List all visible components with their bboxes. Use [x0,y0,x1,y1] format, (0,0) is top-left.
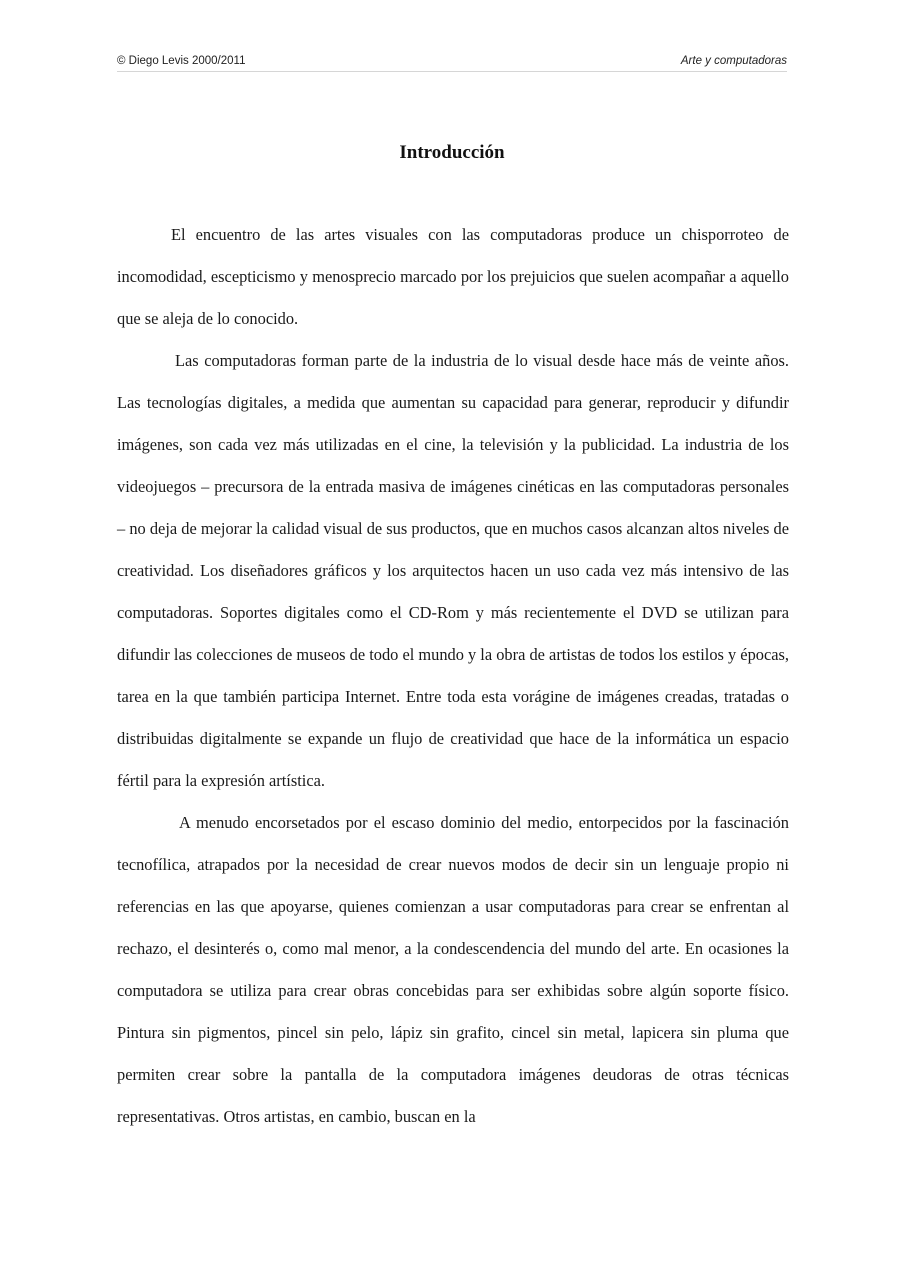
body-text [117,214,789,1138]
paragraph: A menudo encorsetados por el escaso dominio del medio, entorpecidos por la fascinación tecnofílica, atrapados por la necesidad de crear nuevos modos de decir sin un lenguaje propio ni referencias en las que apoyarse, quienes comienzan a usar computadoras para crear se enfrentan al rechazo, el desinterés o, como mal menor, a la condescendencia del mundo del arte. En ocasiones la computadora se utiliza para crear obras concebidas para ser exhibidas sobre algún soporte físico. Pintura sin pigmentos, pincel sin pelo, lápiz sin grafito, cincel sin metal, lapicera sin pluma que permiten crear sobre la pantalla de la computadora imágenes deudoras de otras técnicas representativas. Otros artistas, en cambio, buscan en la [117,813,789,1126]
paragraph: El encuentro de las artes visuales con las computadoras produce un chisporroteo de incomodidad, escepticismo y menosprecio marcado por los prejuicios que suelen acompañar a aquello que se aleja de lo conocido. [117,225,789,328]
header-book-title: Arte y computadoras [680,55,787,67]
running-header [117,54,787,72]
paragraph: Las computadoras forman parte de la industria de lo visual desde hace más de veinte años. Las tecnologías digitales, a medida que aumentan su capacidad para generar, reproducir y difundir imágenes, son cada vez más utilizadas en el cine, la televisión y la publicidad. La industria de los videojuegos – precursora de la entrada masiva de imágenes cinéticas en las computadoras personales – no deja de mejorar la calidad visual de sus productos, que en muchos casos alcanzan altos niveles de creatividad. Los diseñadores gráficos y los arquitectos hacen un uso cada vez más intensivo de las computadoras. Soportes digitales como el CD-Rom y más recientemente el DVD se utilizan para difundir las colecciones de museos de todo el mundo y la obra de artistas de todos los estilos y épocas, tarea en la que también participa Internet. Entre toda esta vorágine de imágenes creadas, tratadas o distribuidas digitalmente se expande un flujo de creatividad que hace de la informática un espacio fértil para la expresión artística. [117,351,789,790]
section-title: Introducción [399,142,505,163]
header-copyright: © Diego Levis 2000/2011 [117,55,246,67]
